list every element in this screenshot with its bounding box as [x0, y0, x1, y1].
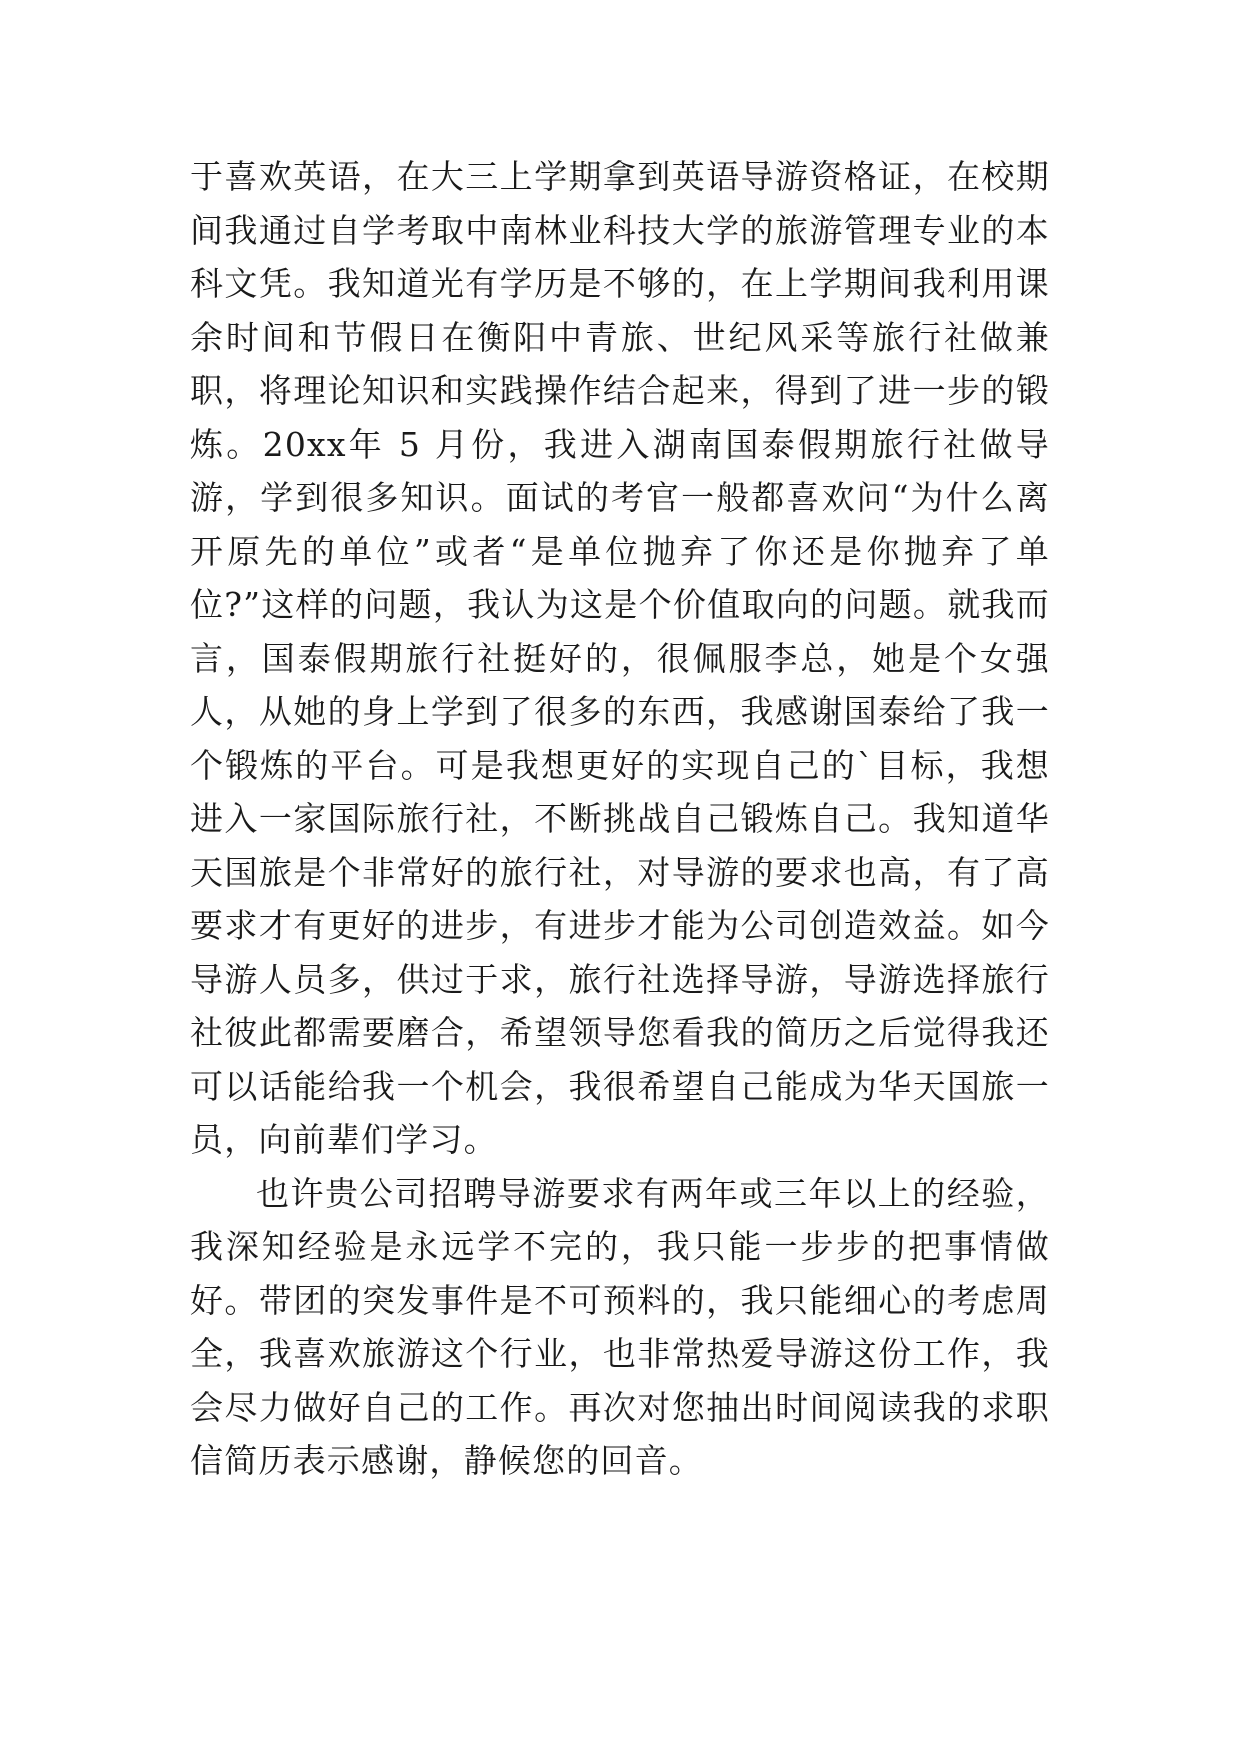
letter-body — [190, 150, 1050, 1488]
paragraph-continued: 于喜欢英语，在大三上学期拿到英语导游资格证，在校期间我通过自学考取中南林业科技大学的旅游管理专业的本科文凭。我知道光有学历是不够的，在上学期间我利用课余时间和节假日在衡阳中青旅、世纪风采等旅行社做兼职，将理论知识和实践操作结合起来，得到了进一步的锻炼。20xx年 5 月份，我进入湖南国泰假期旅行社做导游，学到很多知识。面试的考官一般都喜欢问“为什么离开原先的单位”或者“是单位抛弃了你还是你抛弃了单位?”这样的问题，我认为这是个价值取向的问题。就我而言，国泰假期旅行社挺好的，很佩服李总，她是个女强人，从她的身上学到了很多的东西，我感谢国泰给了我一个锻炼的平台。可是我想更好的实现自己的`目标，我想进入一家国际旅行社，不断挑战自己锻炼自己。我知道华天国旅是个非常好的旅行社，对导游的要求也高，有了高要求才有更好的进步，有进步才能为公司创造效益。如今导游人员多，供过于求，旅行社选择导游，导游选择旅行社彼此都需要磨合，希望领导您看我的简历之后觉得我还可以话能给我一个机会，我很希望自己能成为华天国旅一员，向前辈们学习。 — [190, 157, 1050, 1159]
paragraph-closing: 也许贵公司招聘导游要求有两年或三年以上的经验，我深知经验是永远学不完的，我只能一步步的把事情做好。带团的突发事件是不可预料的，我只能细心的考虑周全，我喜欢旅游这个行业，也非常热爱导游这份工作，我会尽力做好自己的工作。再次对您抽出时间阅读我的求职信简历表示感谢，静候您的回音。 — [190, 1173, 1050, 1480]
